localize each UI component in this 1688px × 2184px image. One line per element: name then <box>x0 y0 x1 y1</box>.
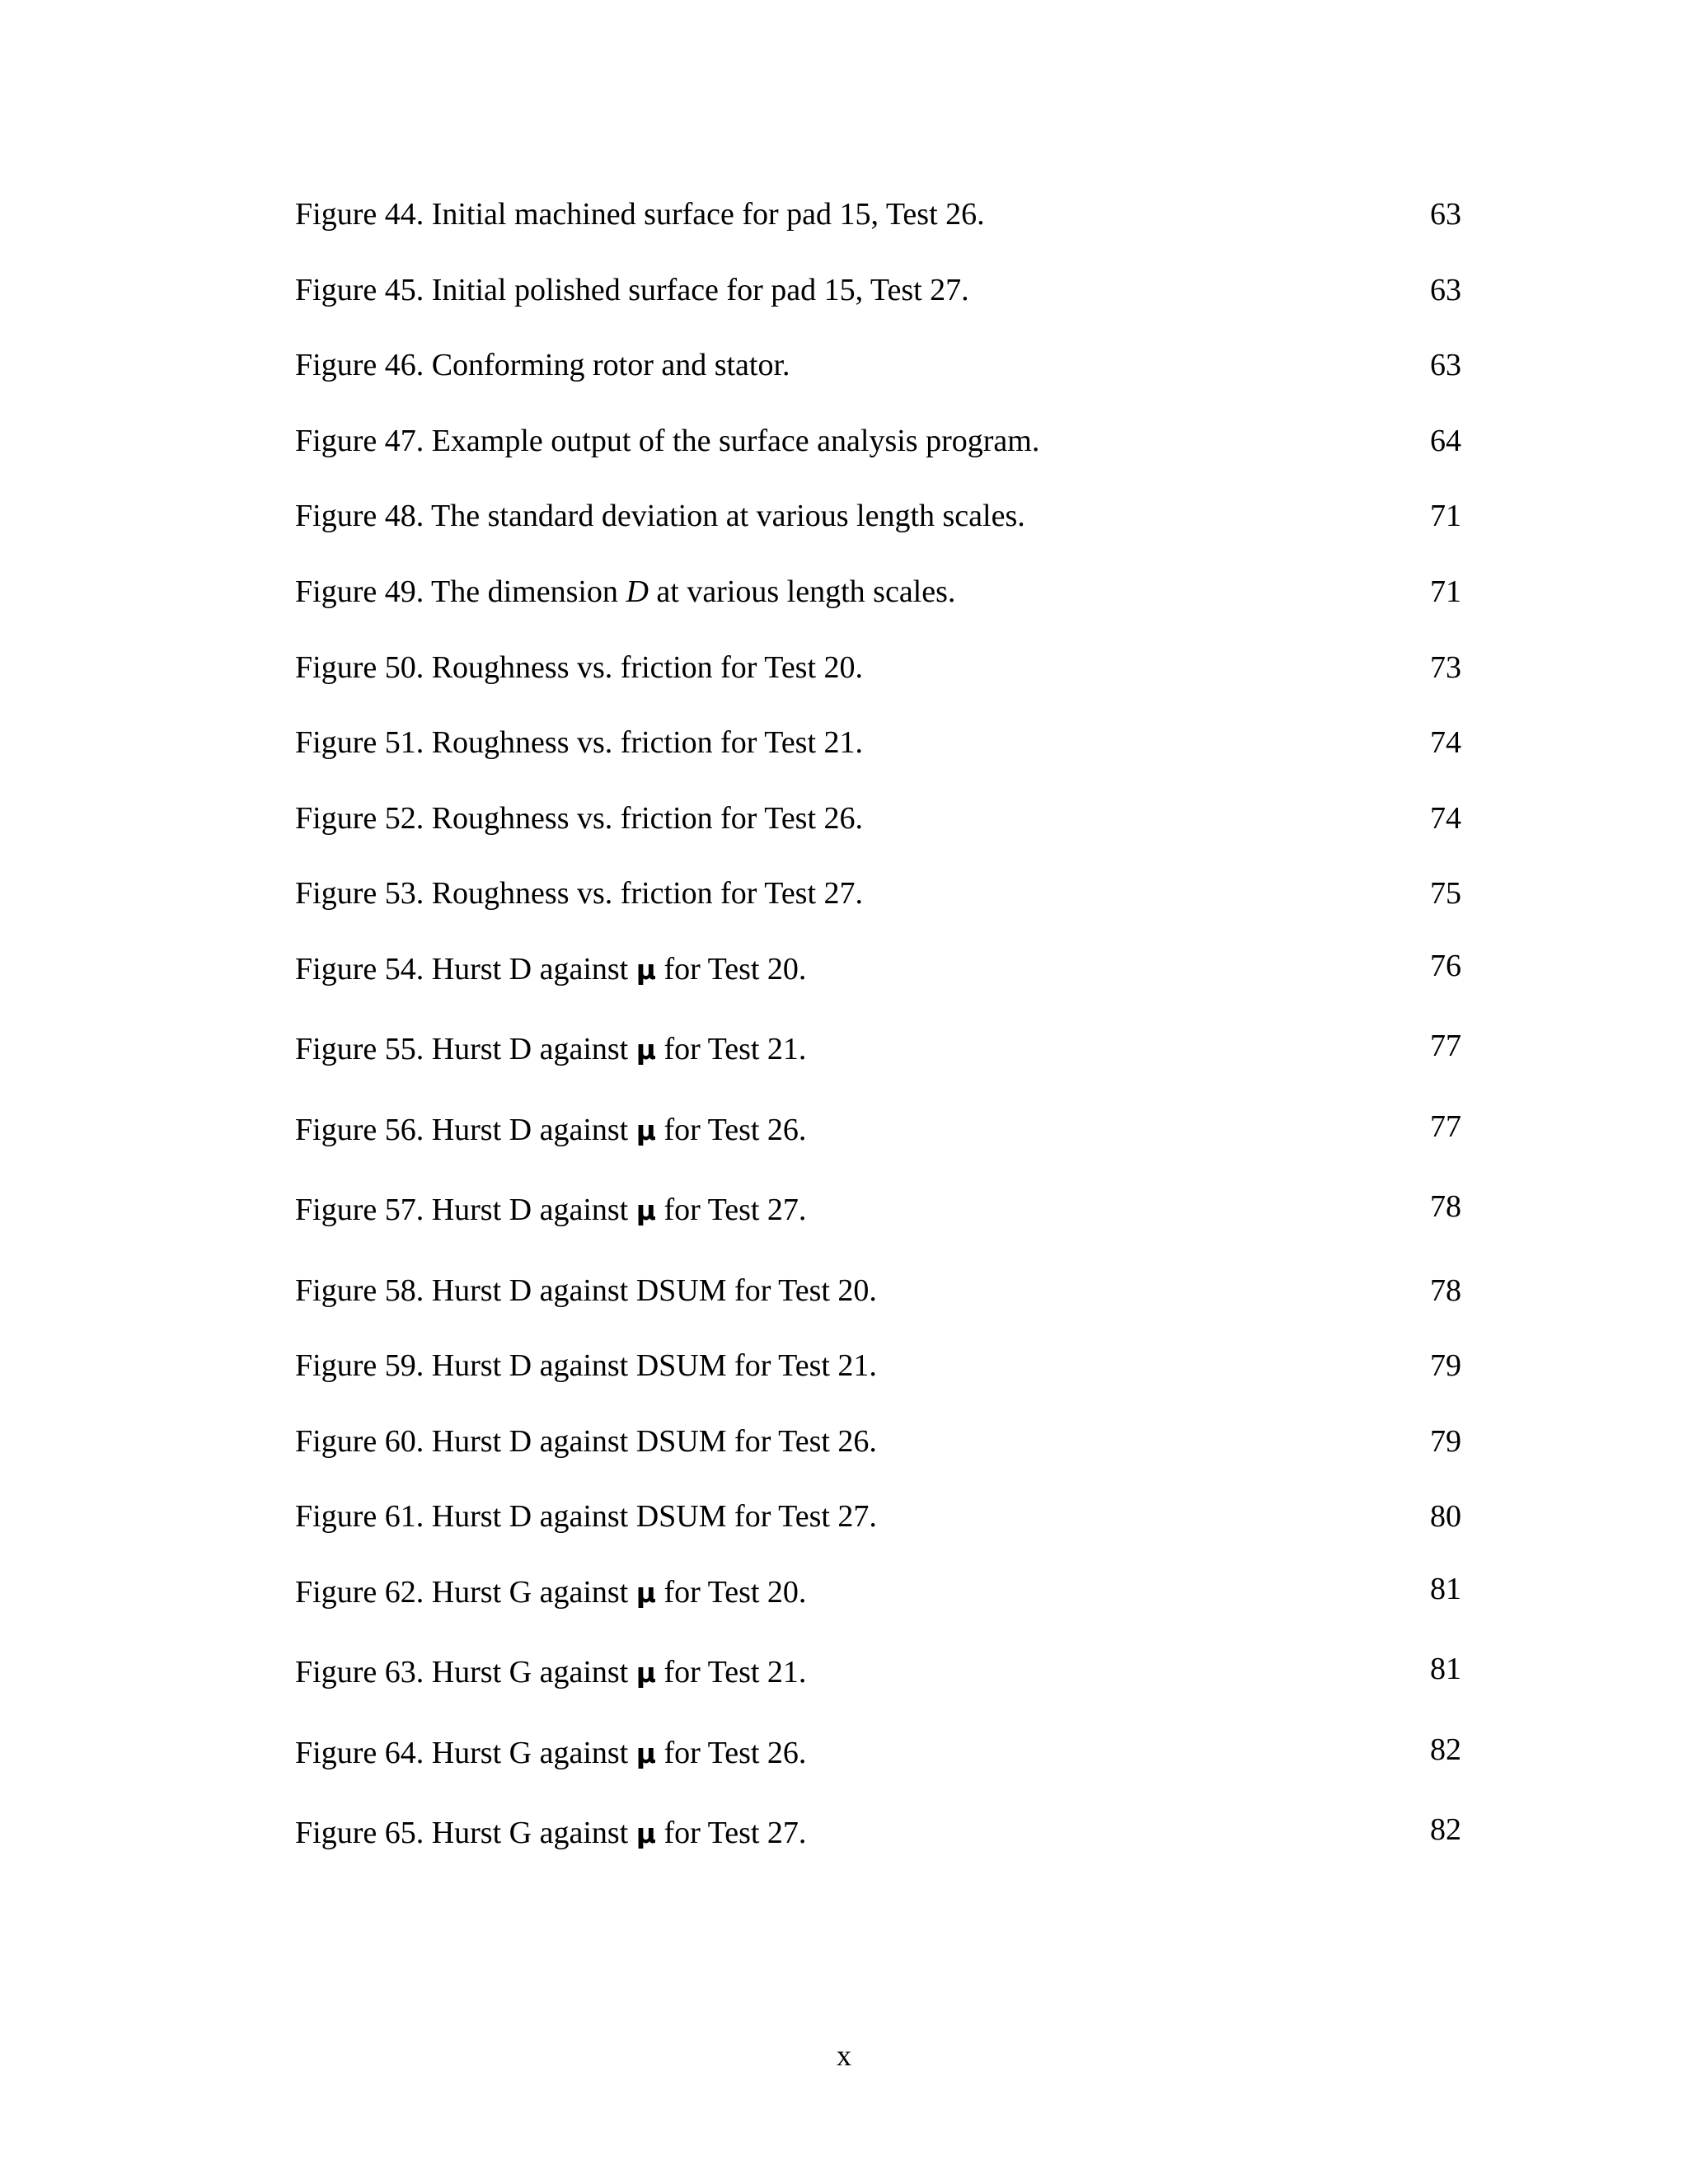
figure-caption: Figure 50. Roughness vs. friction for Test 20. <box>295 649 864 685</box>
caption-text: Figure 62. Hurst G against <box>295 1574 636 1610</box>
figure-entry-58 <box>295 1266 1465 1342</box>
mu-symbol: μ <box>635 953 657 986</box>
figure-entry-44 <box>295 190 1465 265</box>
page-folio: x <box>837 2039 851 2072</box>
mu-symbol: μ <box>635 1113 657 1146</box>
caption-text: at various length scales. <box>648 574 956 609</box>
figure-caption <box>295 1024 806 1075</box>
caption-text: for Test 20. <box>656 951 807 987</box>
figure-caption <box>295 1568 806 1618</box>
figure-entry-62 <box>295 1568 1465 1647</box>
figure-page-number: 78 <box>1430 1189 1461 1225</box>
caption-text: Figure 49. The dimension <box>295 574 626 609</box>
caption-text: for Test 20. <box>656 1574 807 1610</box>
figure-page-number: 63 <box>1430 348 1461 383</box>
figure-page-number: 75 <box>1430 876 1461 912</box>
mu-symbol: μ <box>635 1033 657 1066</box>
figure-page-number: 80 <box>1430 1499 1461 1535</box>
figure-entry-55 <box>295 1024 1465 1104</box>
caption-text: for Test 21. <box>656 1655 807 1690</box>
figure-page-number: 76 <box>1430 948 1461 983</box>
figure-page-number: 77 <box>1430 1108 1461 1144</box>
figure-caption: Figure 44. Initial machined surface for pad 15, Test 26. <box>295 197 985 232</box>
caption-text: for Test 26. <box>656 1735 807 1770</box>
figure-page-number: 74 <box>1430 800 1461 836</box>
caption-text: for Test 21. <box>656 1032 807 1067</box>
figure-entry-59 <box>295 1341 1465 1417</box>
figure-page-number: 71 <box>1430 574 1461 609</box>
figure-caption <box>295 567 955 616</box>
figure-caption: Figure 61. Hurst D against DSUM for Test 27. <box>295 1499 877 1535</box>
figure-page-number: 74 <box>1430 725 1461 761</box>
figure-page-number: 63 <box>1430 197 1461 232</box>
figure-page-number: 64 <box>1430 423 1461 458</box>
caption-text: Figure 56. Hurst D against <box>295 1112 636 1147</box>
figure-caption: Figure 59. Hurst D against DSUM for Test 21. <box>295 1348 877 1384</box>
figure-caption <box>295 1647 806 1698</box>
figure-caption: Figure 53. Roughness vs. friction for Test 27. <box>295 876 864 912</box>
figure-caption: Figure 58. Hurst D against DSUM for Test 20. <box>295 1272 877 1308</box>
figure-page-number: 82 <box>1430 1812 1461 1848</box>
figure-entry-48 <box>295 491 1465 567</box>
figure-entry-50 <box>295 643 1465 719</box>
figure-caption: Figure 60. Hurst D against DSUM for Test 26. <box>295 1423 877 1459</box>
figure-caption: Figure 46. Conforming rotor and stator. <box>295 348 790 383</box>
mu-symbol: μ <box>635 1194 657 1227</box>
caption-text: Figure 57. Hurst D against <box>295 1193 636 1228</box>
figure-entry-51 <box>295 718 1465 794</box>
figure-entry-64 <box>295 1728 1465 1808</box>
caption-text: Figure 65. Hurst G against <box>295 1816 636 1851</box>
mu-symbol: μ <box>635 1817 657 1850</box>
figure-entry-49 <box>295 567 1465 643</box>
figure-page-number: 63 <box>1430 272 1461 307</box>
figure-page-number: 82 <box>1430 1732 1461 1767</box>
figure-entry-61 <box>295 1492 1465 1568</box>
figure-page-number: 81 <box>1430 1652 1461 1687</box>
figure-entry-63 <box>295 1647 1465 1727</box>
figure-caption: Figure 52. Roughness vs. friction for Test 26. <box>295 800 864 836</box>
figure-caption: Figure 48. The standard deviation at various length scales. <box>295 499 1025 534</box>
mu-symbol: μ <box>635 1736 657 1769</box>
figure-page-number: 79 <box>1430 1423 1461 1459</box>
list-of-figures <box>295 190 1465 1888</box>
caption-text: Figure 54. Hurst D against <box>295 951 636 987</box>
figure-caption: Figure 47. Example output of the surface analysis program. <box>295 423 1040 458</box>
figure-page-number: 71 <box>1430 499 1461 534</box>
caption-text: for Test 27. <box>656 1193 807 1228</box>
caption-text: for Test 26. <box>656 1112 807 1147</box>
figure-caption <box>295 1105 806 1155</box>
figure-page-number: 78 <box>1430 1272 1461 1308</box>
figure-page-number: 79 <box>1430 1348 1461 1384</box>
caption-text: Figure 63. Hurst G against <box>295 1655 636 1690</box>
figure-entry-52 <box>295 794 1465 869</box>
figure-caption: Figure 51. Roughness vs. friction for Test 21. <box>295 725 864 761</box>
figure-entry-45 <box>295 265 1465 341</box>
figure-caption <box>295 1808 806 1858</box>
figure-page-number: 81 <box>1430 1571 1461 1606</box>
caption-text: Figure 55. Hurst D against <box>295 1032 636 1067</box>
figure-entry-65 <box>295 1808 1465 1888</box>
figure-caption <box>295 1185 806 1235</box>
figure-entry-60 <box>295 1417 1465 1493</box>
figure-page-number: 73 <box>1430 649 1461 685</box>
caption-text: for Test 27. <box>656 1816 807 1851</box>
figure-page-number: 77 <box>1430 1029 1461 1064</box>
variable-d: D <box>626 574 649 609</box>
figure-entry-47 <box>295 416 1465 492</box>
figure-caption <box>295 944 806 995</box>
figure-entry-57 <box>295 1185 1465 1265</box>
mu-symbol: μ <box>635 1576 657 1609</box>
caption-text: Figure 64. Hurst G against <box>295 1735 636 1770</box>
figure-caption: Figure 45. Initial polished surface for pad 15, Test 27. <box>295 272 969 307</box>
figure-entry-53 <box>295 869 1465 944</box>
figure-entry-46 <box>295 340 1465 416</box>
figure-entry-54 <box>295 944 1465 1024</box>
figure-caption <box>295 1728 806 1779</box>
figure-entry-56 <box>295 1105 1465 1185</box>
mu-symbol: μ <box>635 1657 657 1690</box>
